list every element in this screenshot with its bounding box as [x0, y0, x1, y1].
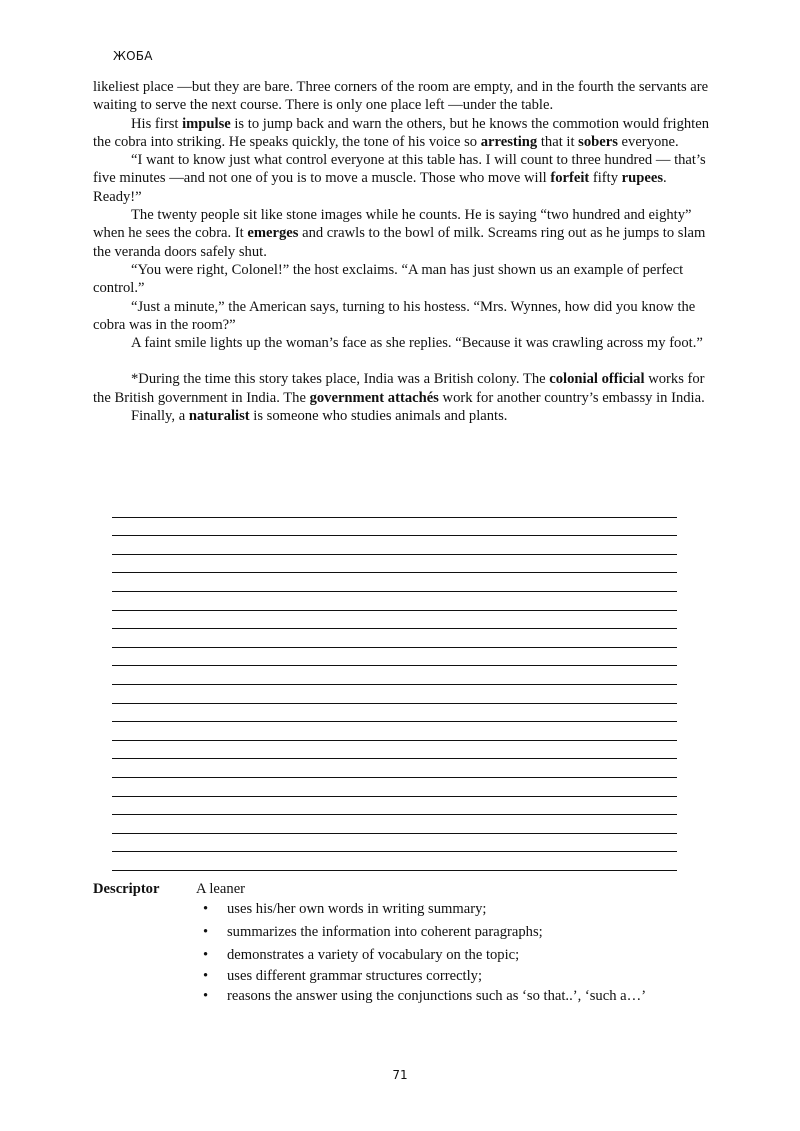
vocab-word: naturalist [188, 408, 250, 425]
page-number: 71 [392, 1068, 408, 1082]
writing-line[interactable] [112, 499, 677, 518]
writing-line[interactable] [112, 666, 677, 685]
writing-line[interactable] [112, 722, 677, 741]
criteria-list [203, 899, 646, 1007]
paragraph-text: fifty [589, 170, 622, 187]
writing-line[interactable] [112, 611, 677, 630]
descriptor-intro: A leaner [196, 881, 246, 897]
writing-line[interactable] [112, 592, 677, 611]
paragraph-text: work for another country’s embassy in India. [438, 389, 705, 406]
criteria-text: uses his/her own words in writing summary; [227, 901, 487, 917]
writing-line[interactable] [112, 555, 677, 574]
criteria-text: reasons the answer using the conjunctions such as ‘so that..’, ‘such a…’ [227, 988, 647, 1004]
writing-line[interactable] [112, 797, 677, 816]
vocab-word: colonial official [549, 371, 645, 388]
writing-line[interactable] [112, 815, 677, 834]
bullet-icon: • [203, 968, 209, 984]
paragraph-text: likeliest place —but they are bare. Three corners of the room are empty, and in the fourth the servants are waiting to serve the next course. There is only one place left —under the table. [93, 79, 709, 114]
paragraph-text: “You were right, Colonel!” the host exclaims. “A man has just shown us an example of perfect control.” [93, 261, 684, 297]
footnote-paragraph [93, 370, 718, 407]
story-paragraph [93, 334, 718, 352]
criteria-text: summarizes the information into coherent paragraphs; [227, 924, 543, 940]
writing-line[interactable] [112, 573, 677, 592]
story-paragraph [93, 298, 718, 335]
criteria-item [203, 966, 646, 986]
footnote-paragraph [93, 407, 718, 425]
paragraph-text: A faint smile lights up the woman’s face as she replies. “Because it was crawling across my foot.” [131, 335, 703, 352]
writing-line[interactable] [112, 685, 677, 704]
story-text [93, 78, 718, 425]
criteria-text: demonstrates a variety of vocabulary on the topic; [227, 947, 520, 963]
paragraph-text: works for the British government in India. The [93, 371, 705, 406]
paragraph-text: The twenty people sit like stone images while he counts. He is saying “two hundred and eighty” when he sees the cobra. It [93, 207, 692, 242]
paragraph-text: *During the time this story takes place, India was a British colony. The [131, 371, 550, 388]
writing-line[interactable] [112, 518, 677, 537]
paragraph-text: and crawls to the bowl of milk. Screams ring out as he jumps to slam the veranda doors safely shut. [93, 225, 706, 260]
criteria-text: uses different grammar structures correctly; [227, 968, 483, 984]
writing-line[interactable] [112, 741, 677, 760]
writing-line[interactable] [112, 778, 677, 797]
paragraph-text: is someone who studies animals and plants. [249, 408, 508, 425]
story-paragraph [93, 78, 718, 115]
paragraph-text: that it [537, 133, 579, 150]
bullet-icon: • [203, 924, 209, 940]
paragraph-text: “Just a minute,” the American says, turning to his hostess. “Mrs. Wynnes, how did you know the cobra was in the room?” [93, 298, 696, 333]
writing-area[interactable] [112, 499, 677, 871]
writing-line[interactable] [112, 536, 677, 555]
bullet-icon: • [203, 901, 209, 917]
vocab-word: arresting [480, 133, 538, 150]
criteria-item [203, 899, 646, 920]
vocab-word: impulse [182, 115, 231, 132]
page-header: ЖОБА [113, 49, 153, 63]
story-paragraph [93, 206, 718, 261]
story-paragraph [93, 261, 718, 298]
writing-line[interactable] [112, 834, 677, 853]
writing-line[interactable] [112, 648, 677, 667]
paragraph-text: Finally, a [131, 408, 189, 425]
descriptor-label: Descriptor [93, 881, 160, 897]
vocab-word: forfeit [550, 170, 590, 187]
paragraph-text: . Ready!” [93, 170, 667, 205]
writing-line[interactable] [112, 704, 677, 723]
vocab-word: sobers [578, 133, 618, 150]
paragraph-text: everyone. [617, 133, 679, 150]
story-paragraph [93, 151, 718, 206]
writing-line[interactable] [112, 629, 677, 648]
writing-line[interactable] [112, 852, 677, 871]
vocab-word: rupees [621, 170, 664, 187]
bullet-icon: • [203, 988, 209, 1004]
bullet-icon: • [203, 947, 209, 963]
writing-line[interactable] [112, 759, 677, 778]
vocab-word: emerges [247, 225, 299, 242]
criteria-item [203, 944, 646, 966]
paragraph-text: “I want to know just what control everyone at this table has. I will count to three hundred — that’s five minutes —and not one of you is to move a muscle. Those who move will [93, 152, 706, 187]
paragraph-text: His first [131, 115, 183, 132]
story-paragraph [93, 115, 718, 152]
vocab-word: government attachés [309, 389, 439, 406]
paragraph-gap [93, 352, 718, 370]
criteria-item [203, 986, 646, 1007]
criteria-item [203, 920, 646, 944]
paragraph-text: is to jump back and warn the others, but he knows the commotion would frighten the cobra into striking. He speaks quickly, the tone of his voice so [93, 115, 710, 150]
